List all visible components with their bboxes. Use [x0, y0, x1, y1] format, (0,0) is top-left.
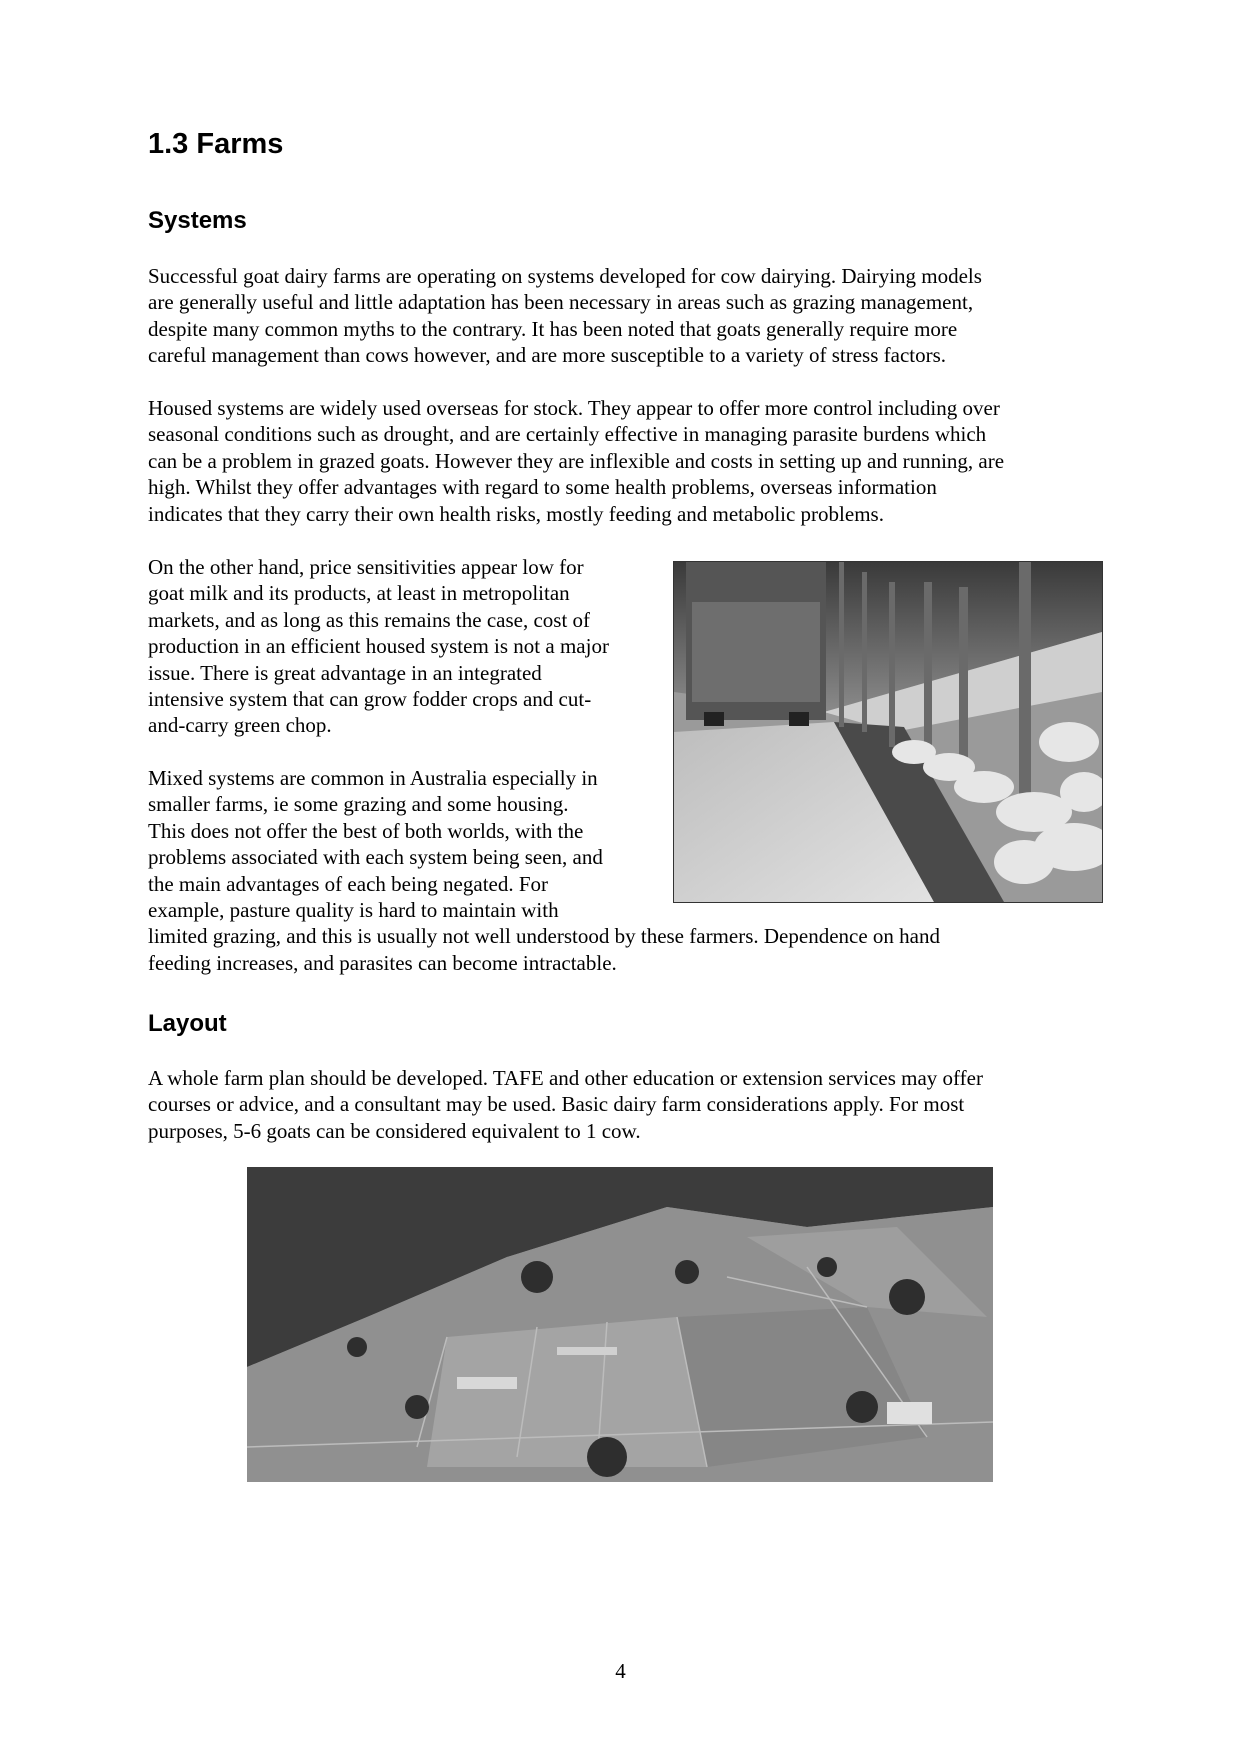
text-line: feeding increases, and parasites can become intractable. — [148, 950, 617, 975]
text-line: despite many common myths to the contrary. It has been noted that goats generally require more — [148, 316, 958, 341]
text-line: This does not offer the best of both worlds, with the — [148, 818, 584, 843]
text-line: can be a problem in grazed goats. However they are inflexible and costs in setting up and running, are — [148, 448, 1005, 473]
section-title: 1.3 Farms — [148, 128, 284, 160]
text-line: issue. There is great advantage in an integrated — [148, 660, 542, 685]
text-line: Mixed systems are common in Australia especially in — [148, 766, 598, 790]
systems-heading: Systems — [148, 207, 247, 234]
systems-paragraph-2 — [148, 395, 1004, 527]
text-line: goat milk and its products, at least in metropolitan — [148, 581, 570, 606]
text-line: purposes, 5-6 goats can be considered equivalent to 1 cow. — [148, 1118, 641, 1143]
text-line: indicates that they carry their own health risks, mostly feeding and metabolic problems. — [148, 501, 884, 526]
text-line: production in an efficient housed system is not a major — [148, 634, 609, 659]
systems-paragraph-1 — [148, 263, 982, 369]
text-line: example, pasture quality is hard to maintain with — [148, 898, 559, 923]
text-line: smaller farms, ie some grazing and some housing. — [148, 792, 569, 817]
systems-paragraph-3 — [148, 554, 609, 739]
layout-heading: Layout — [148, 1010, 227, 1037]
text-line: are generally useful and little adaptation has been necessary in areas such as grazing management, — [148, 290, 974, 315]
text-line: and-carry green chop. — [148, 713, 332, 738]
text-line: On the other hand, price sensitivities appear low for — [148, 555, 584, 579]
text-line: problems associated with each system being seen, and — [148, 845, 603, 870]
text-line: Housed systems are widely used overseas for stock. They appear to offer more control including over — [148, 396, 1000, 420]
text-line: markets, and as long as this remains the case, cost of — [148, 607, 591, 632]
text-line: seasonal conditions such as drought, and are certainly effective in managing parasite burdens which — [148, 422, 987, 447]
text-line: intensive system that can grow fodder crops and cut- — [148, 687, 592, 712]
page-number: 4 — [615, 1659, 626, 1683]
text-line: Successful goat dairy farms are operating on systems developed for cow dairying. Dairying models — [148, 264, 982, 288]
layout-paragraph-1 — [148, 1065, 983, 1144]
text-line: limited grazing, and this is usually not well understood by these farmers. Dependence on hand — [148, 924, 940, 949]
farm-landscape-photo — [247, 1167, 993, 1482]
text-line: the main advantages of each being negated. For — [148, 871, 549, 896]
text-line: courses or advice, and a consultant may be used. Basic dairy farm considerations apply. For most — [148, 1092, 965, 1117]
housed-goats-photo — [673, 561, 1103, 903]
text-line: careful management than cows however, and are more susceptible to a variety of stress factors. — [148, 343, 947, 368]
text-line: high. Whilst they offer advantages with regard to some health problems, overseas information — [148, 475, 937, 500]
text-line: A whole farm plan should be developed. TAFE and other education or extension services may offer — [148, 1066, 983, 1090]
